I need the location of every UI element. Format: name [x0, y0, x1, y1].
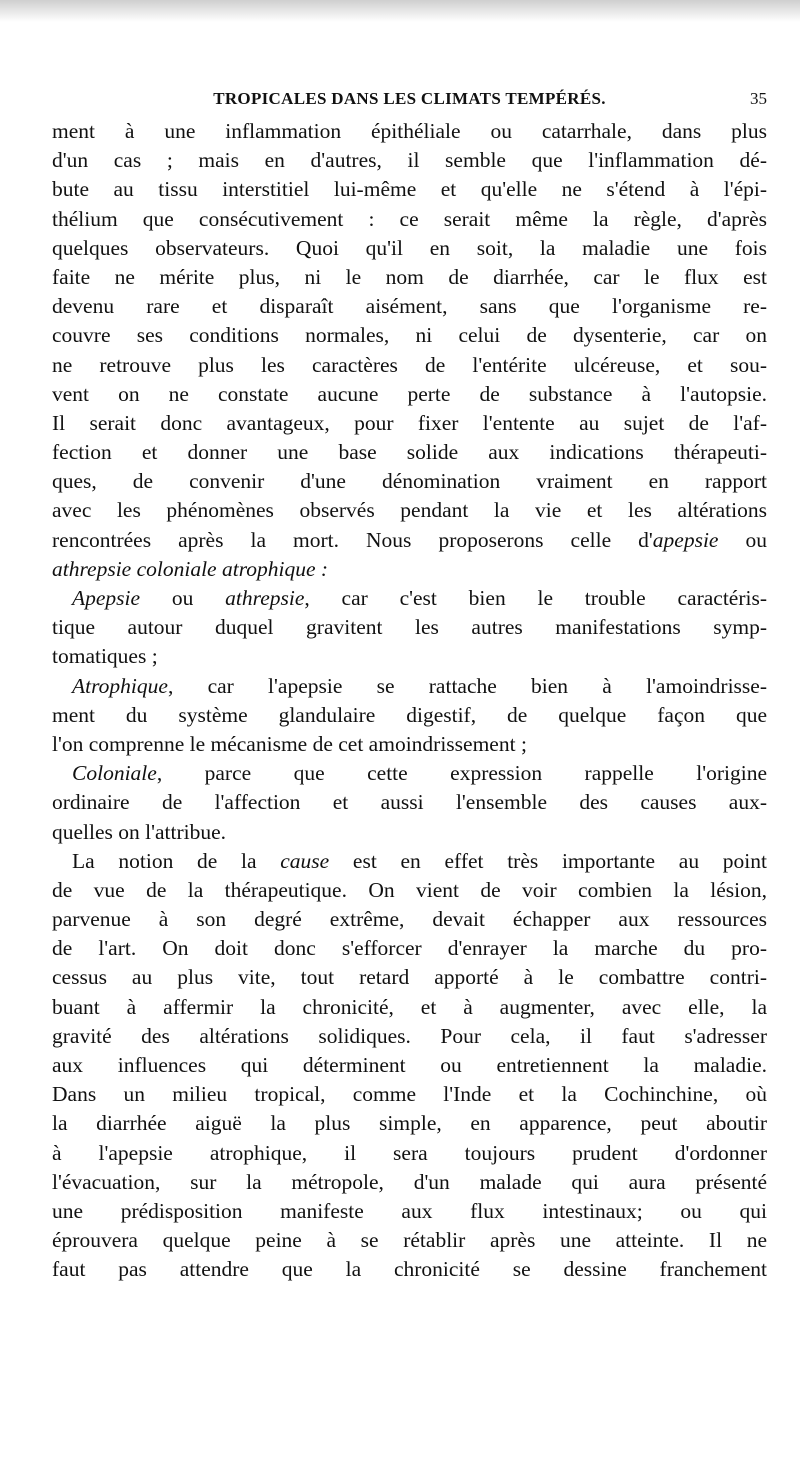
text-line — [52, 905, 767, 934]
text-segment: buant à affermir la chronicité, et à augmenter, avec elle, la — [52, 994, 767, 1019]
text-segment: faite ne mérite plus, ni le nom de diarrhée, car le flux est — [52, 264, 767, 289]
text-segment: Dans un milieu tropical, comme l'Inde et la Cochinchine, où — [52, 1082, 767, 1107]
text-segment: , parce que cette expression rappelle l'origine — [156, 761, 767, 786]
text-segment: bute au tissu interstitiel lui-même et qu'elle ne s'étend à l'épi- — [52, 177, 767, 202]
text-line — [52, 409, 767, 438]
text-segment: avec les phénomènes observés pendant la vie et les altérations — [52, 498, 767, 523]
italic-term: cause — [280, 848, 330, 873]
text-segment: parvenue à son degré extrême, devait échapper aux ressources — [52, 907, 767, 932]
text-segment: , car c'est bien le trouble caractéris- — [304, 586, 768, 610]
text-line — [52, 1109, 767, 1138]
text-segment: couvre ses conditions normales, ni celui de dysenterie, car on — [52, 323, 767, 348]
text-line — [52, 1168, 767, 1197]
text-segment: , car l'apepsie se rattache bien à l'amoindrisse- — [167, 673, 767, 698]
text-line — [52, 701, 767, 730]
text-segment: éprouvera quelque peine à se rétablir après une atteinte. Il ne — [52, 1228, 767, 1253]
text-segment: l'évacuation, sur la métropole, d'un malade qui aura présenté — [52, 1169, 767, 1194]
text-line — [52, 1226, 767, 1255]
text-segment: de vue de la thérapeutique. On vient de voir combien la lésion, — [52, 877, 767, 902]
text-segment: tomatiques ; — [52, 644, 158, 669]
text-segment: ment à une inflammation épithéliale ou catarrhale, dans plus — [52, 119, 767, 143]
text-segment: rencontrées après la mort. Nous proposerons celle d' — [52, 527, 653, 552]
text-segment: la diarrhée aiguë la plus simple, en apparence, peut aboutir — [52, 1111, 767, 1136]
text-line — [52, 321, 767, 350]
text-line — [52, 380, 767, 409]
text-line — [52, 788, 767, 817]
text-segment: cessus au plus vite, tout retard apporté à le combattre contri- — [52, 965, 767, 990]
text-segment: ou — [718, 527, 767, 552]
text-segment: ordinaire de l'affection et aussi l'ensemble des causes aux- — [52, 790, 767, 815]
text-line — [52, 263, 767, 292]
text-line — [52, 1022, 767, 1051]
italic-term: athrepsie — [225, 586, 305, 610]
text-segment: est en effet très importante au point — [329, 848, 767, 873]
text-segment: faut pas attendre que la chronicité se dessine franchement — [52, 1257, 767, 1282]
text-line — [52, 847, 767, 876]
text-line — [52, 672, 767, 701]
text-segment: La notion de la — [72, 848, 281, 873]
text-segment: tique autour duquel gravitent les autres manifestations symp- — [52, 615, 767, 640]
text-line — [52, 1051, 767, 1080]
text-line — [52, 759, 767, 788]
text-line — [52, 1080, 767, 1109]
text-line — [52, 205, 767, 234]
italic-term: athrepsie coloniale atrophique : — [52, 556, 329, 581]
italic-term: apepsie — [652, 527, 719, 552]
text-segment: à l'apepsie atrophique, il sera toujours prudent d'ordonner — [52, 1140, 767, 1165]
text-segment: Il serait donc avantageux, pour fixer l'entente au sujet de l'af- — [52, 410, 767, 435]
text-line — [52, 730, 767, 759]
text-segment: ou — [140, 586, 226, 610]
text-line — [52, 555, 767, 584]
text-line — [52, 526, 767, 555]
text-line — [52, 876, 767, 905]
body-text — [52, 117, 767, 1285]
text-line — [52, 642, 767, 671]
text-segment: gravité des altérations solidiques. Pour cela, il faut s'adresser — [52, 1023, 767, 1048]
text-line — [52, 993, 767, 1022]
text-line — [52, 496, 767, 525]
text-segment: aux influences qui déterminent ou entretiennent la maladie. — [52, 1053, 767, 1077]
text-line — [52, 1139, 767, 1168]
text-segment: ment du système glandulaire digestif, de quelque façon que — [52, 702, 767, 727]
text-segment: fection et donner une base solide aux indications thérapeuti- — [52, 440, 767, 465]
italic-term: Apepsie — [72, 586, 141, 610]
running-title: TROPICALES DANS LES CLIMATS TEMPÉRÉS. — [213, 89, 606, 108]
text-line — [52, 613, 767, 642]
text-segment: ques, de convenir d'une dénomination vraiment en rapport — [52, 469, 767, 494]
text-segment: devenu rare et disparaît aisément, sans que l'organisme re- — [52, 294, 767, 319]
text-segment: thélium que consécutivement : ce serait même la règle, d'après — [52, 206, 767, 231]
page-number: 35 — [750, 89, 767, 108]
text-segment: quelles on l'attribue. — [52, 819, 227, 844]
text-line — [52, 818, 767, 847]
text-line — [52, 175, 767, 204]
text-segment: vent on ne constate aucune perte de substance à l'autopsie. — [52, 381, 767, 406]
text-line — [52, 1255, 767, 1284]
running-head — [52, 84, 767, 114]
text-line — [52, 438, 767, 467]
text-line — [52, 467, 767, 496]
text-line — [52, 963, 767, 992]
text-line — [52, 1197, 767, 1226]
text-segment: l'on comprenne le mécanisme de cet amoindrissement ; — [52, 731, 527, 756]
text-line — [52, 584, 767, 613]
text-segment: quelques observateurs. Quoi qu'il en soit, la maladie une fois — [52, 235, 767, 260]
text-line — [52, 934, 767, 963]
italic-term: Coloniale — [72, 761, 157, 786]
text-line — [52, 146, 767, 175]
text-segment: ne retrouve plus les caractères de l'entérite ulcéreuse, et sou- — [52, 352, 767, 377]
text-segment: une prédisposition manifeste aux flux intestinaux; ou qui — [52, 1198, 767, 1223]
scan-edge-shadow — [0, 0, 800, 22]
text-segment: de l'art. On doit donc s'efforcer d'enrayer la marche du pro- — [52, 936, 767, 961]
text-line — [52, 234, 767, 263]
italic-term: Atrophique — [72, 673, 168, 698]
text-segment: d'un cas ; mais en d'autres, il semble que l'inflammation dé- — [52, 148, 767, 173]
text-line — [52, 351, 767, 380]
text-line — [52, 117, 767, 146]
text-line — [52, 292, 767, 321]
